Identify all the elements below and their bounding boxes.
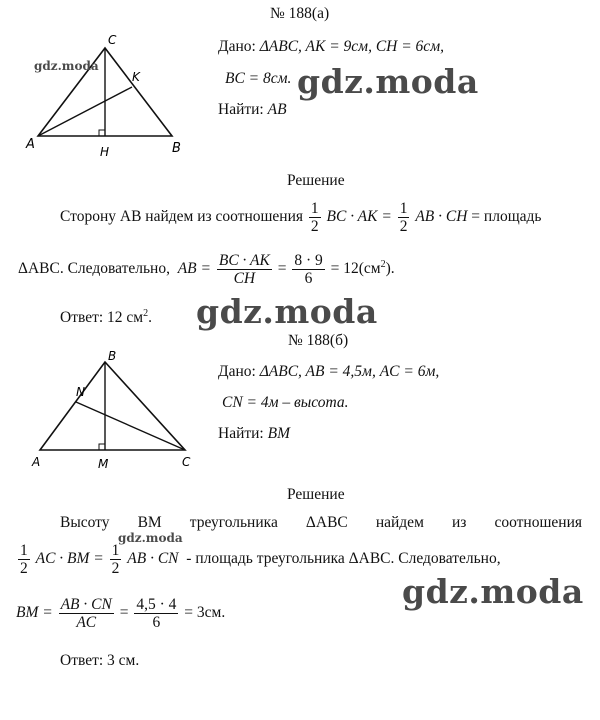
solution-line-3-b: BM = $\frac{AB \cdot CN}{AC}$ = $\frac{4,5 \cdot 4}{6}$ = 3см. <box>16 596 226 631</box>
label-n: N <box>76 385 85 399</box>
watermark-small-b: gdz.moda <box>118 531 183 545</box>
solution-line-2-a: ΔABC. Следовательно, AB = $\frac{BC \cdot AK}{CH}$ = $\frac{8 \cdot 9}{6}$ = $12(см^2)$. <box>18 252 395 287</box>
watermark-big-a2: gdz.moda <box>196 292 378 331</box>
label-h: H <box>100 145 110 159</box>
solution-heading-a: Решение <box>287 172 345 189</box>
watermark-big-b: gdz.moda <box>402 572 584 611</box>
given-line-2-b: CN = 4м – высота. <box>222 394 349 411</box>
label-m: M <box>98 457 109 471</box>
label-a-a: A <box>26 137 35 152</box>
given-line-2-a: BC = 8см. <box>225 70 292 87</box>
given-line-1-b: Дано: ΔABC, AB = 4,5м, AC = 6м, <box>218 363 440 380</box>
label-a-b: A <box>32 455 41 469</box>
find-line-a: Найти: AB <box>218 101 287 118</box>
answer-a: Ответ: 12 $см^2$. <box>60 308 152 327</box>
watermark-big-a: gdz.moda <box>297 62 479 101</box>
triangle-figure-a <box>20 28 220 168</box>
watermark-small-a: gdz.moda <box>34 59 99 73</box>
find-line-b: Найти: BM <box>218 425 291 442</box>
solution-heading-b: Решение <box>287 486 345 503</box>
answer-b: Ответ: 3 см. <box>60 652 140 669</box>
segment-cn <box>76 402 185 450</box>
solution-line-2-b: $\frac{1}{2}$ AC · BM = $\frac{1}{2}$ AB · CN - площадь треугольника ΔABC. Следовательно, <box>20 542 501 577</box>
segment-ak <box>38 87 132 136</box>
given-line-1-a: Дано: ΔABC, AK = 9см, CH = 6см, <box>218 38 444 55</box>
problem-number-b: № 188(б) <box>288 332 349 349</box>
label-c-b: C <box>182 455 191 469</box>
problem-number-a: № 188(а) <box>270 5 330 22</box>
label-k: K <box>132 70 140 84</box>
label-b-a: B <box>172 141 181 156</box>
triangle-figure-b <box>30 350 230 480</box>
solution-line-1-b: Высоту BM треугольника ΔABC найдем из соотношения <box>60 514 582 531</box>
label-b-b: B <box>108 350 117 363</box>
triangle-abc-b <box>40 362 185 450</box>
solution-line-1-a: Сторону AB найдем из соотношения $\frac{1}{2}$ BC · AK = $\frac{1}{2}$ AB · CH = площадь <box>60 200 542 235</box>
label-c-a: C <box>108 33 117 47</box>
